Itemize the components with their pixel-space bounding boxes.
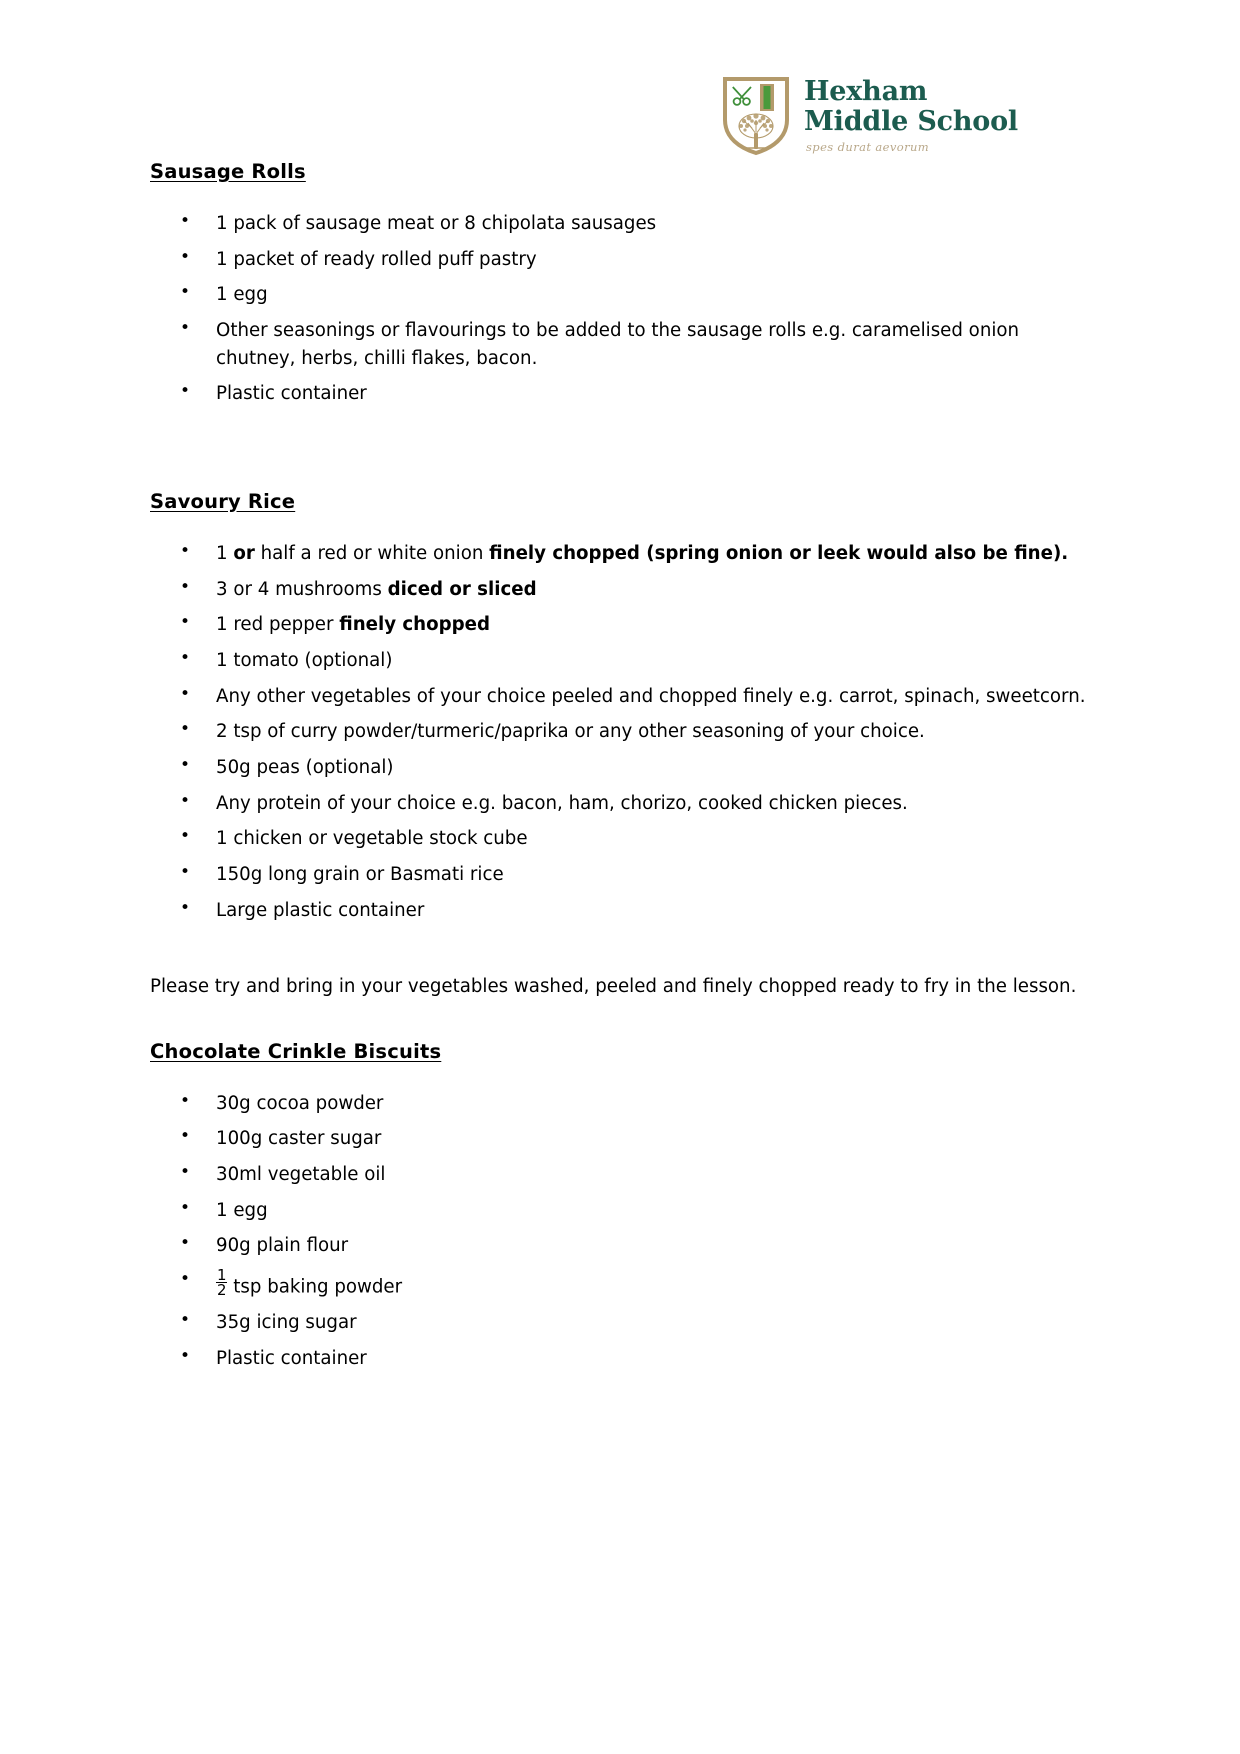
ingredient-item: • 1 pack of sausage meat or 8 chipolata sausages — [150, 210, 1090, 238]
ingredient-item: • Large plastic container — [150, 897, 1090, 925]
ingredient-item: • 30g cocoa powder — [150, 1090, 1090, 1118]
ingredient-item: • 1 tomato (optional) — [150, 647, 1090, 675]
ingredient-item: • 150g long grain or Basmati rice — [150, 861, 1090, 889]
ingredient-item: • Plastic container — [150, 380, 1090, 408]
ingredient-item: • Plastic container — [150, 1345, 1090, 1373]
ingredient-item: • 3 or 4 mushrooms diced or sliced — [150, 576, 1090, 604]
section-title-savoury-rice: Savoury Rice — [150, 489, 296, 513]
instruction-note: Please try and bring in your vegetables washed, peeled and finely chopped ready to fry in the lesson. — [150, 976, 1077, 998]
section-title-chocolate-crinkle-biscuits: Chocolate Crinkle Biscuits — [150, 1039, 442, 1063]
document-body — [150, 160, 1090, 1380]
school-name-line-1: Hexham — [804, 76, 928, 107]
ingredient-item: • Other seasonings or flavourings to be added to the sausage rolls e.g. caramelised onion chutney, herbs, chilli flakes, bacon. — [150, 317, 1090, 372]
section-title-sausage-rolls: Sausage Rolls — [150, 160, 306, 183]
emphasis-text: finely chopped (spring onion or leek would also be fine). — [489, 542, 1069, 564]
ingredient-item: • 30ml vegetable oil — [150, 1161, 1090, 1189]
ingredient-list-chocolate-crinkle-biscuits — [150, 1090, 1090, 1373]
ingredient-list-savoury-rice — [150, 540, 1090, 924]
ingredient-item: • 1 chicken or vegetable stock cube — [150, 825, 1090, 853]
ingredient-item: • 1 packet of ready rolled puff pastry — [150, 246, 1090, 274]
fraction-one-half: • $\frac{1}{2}$ — [217, 1265, 227, 1300]
ingredient-item: • 1 red pepper finely chopped — [150, 611, 1090, 639]
ingredient-item: • Any protein of your choice e.g. bacon, ham, chorizo, cooked chicken pieces. — [150, 790, 1090, 818]
ingredient-item: • 100g caster sugar — [150, 1125, 1090, 1153]
school-name-line-2: Middle School — [804, 106, 1018, 137]
emphasis-text: or — [233, 542, 255, 564]
emphasis-text: diced or sliced — [387, 578, 537, 600]
ingredient-list-sausage-rolls — [150, 210, 1090, 408]
ingredient-item: • $\frac{1}{2}$ tsp baking powder — [150, 1268, 1090, 1301]
school-logo — [722, 74, 1018, 156]
ingredient-item: • Any other vegetables of your choice peeled and chopped finely e.g. carrot, spinach, sweetcorn. — [150, 683, 1090, 711]
ingredient-item: • 1 egg — [150, 281, 1090, 309]
ingredient-item: • 90g plain flour — [150, 1232, 1090, 1260]
ingredient-item: • 35g icing sugar — [150, 1309, 1090, 1337]
ingredient-item: • 1 egg — [150, 1197, 1090, 1225]
ingredient-item: • 50g peas (optional) — [150, 754, 1090, 782]
ingredient-item: • 1 or half a red or white onion finely chopped (spring onion or leek would also be fine). — [150, 540, 1090, 568]
ingredient-item: • 2 tsp of curry powder/turmeric/paprika or any other seasoning of your choice. — [150, 718, 1090, 746]
emphasis-text: finely chopped — [339, 614, 491, 636]
school-motto: spes durat aevorum — [806, 140, 930, 154]
school-crest-icon — [722, 76, 790, 156]
